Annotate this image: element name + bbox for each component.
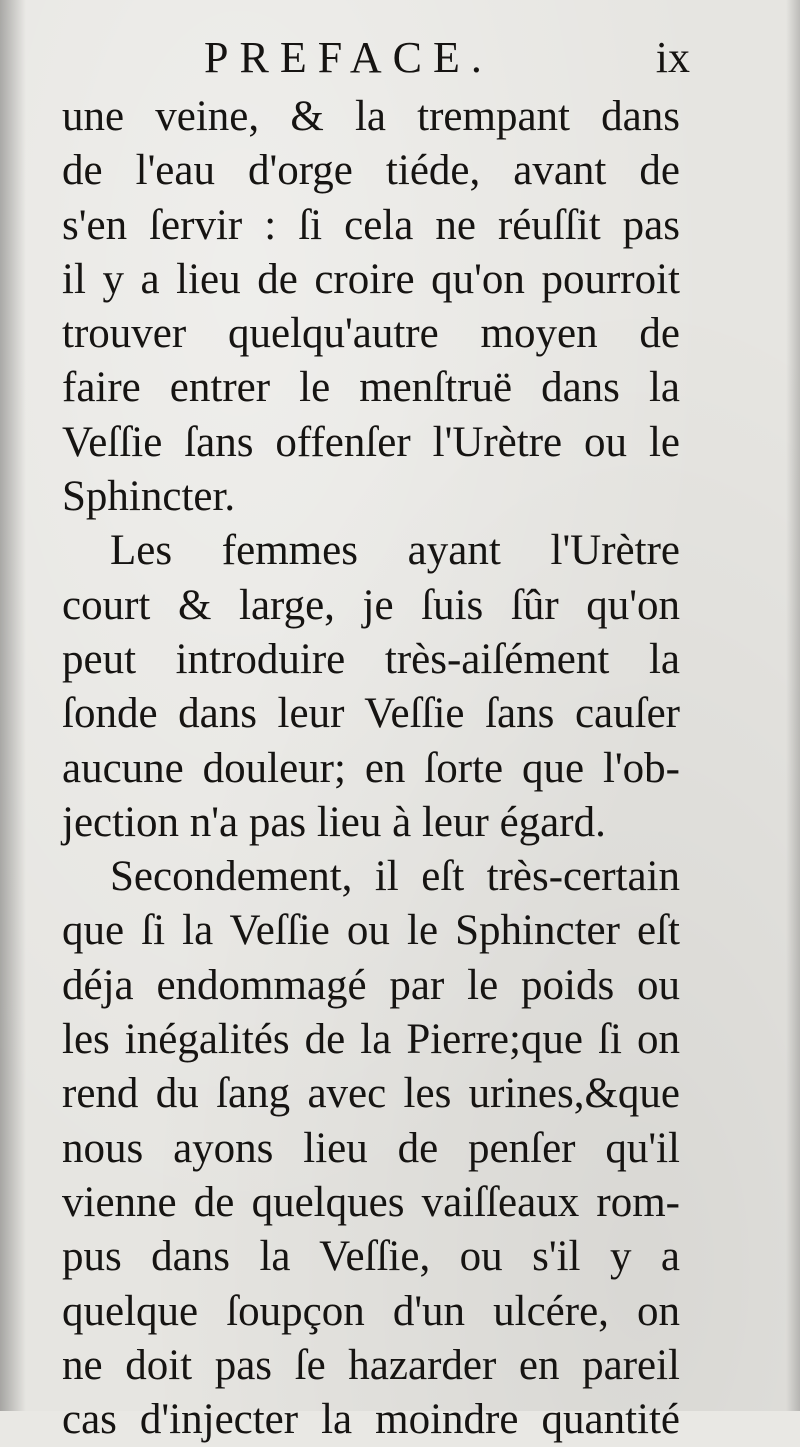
text-line: ne doit pas ſe hazarder en pareil — [62, 1341, 680, 1389]
text-line: pus dans la Veſſie, ou s'il y a — [62, 1233, 680, 1281]
text-line: s'en ſervir : ſi cela ne réuſſit pas — [62, 201, 680, 249]
gutter-shadow — [0, 0, 26, 1411]
text-line: faire entrer le menſtruë dans la — [62, 364, 680, 412]
text-line: trouver quelqu'autre moyen de — [62, 310, 680, 358]
text-line: court & large, je ſuis ſûr qu'on — [62, 581, 680, 629]
body-text — [62, 90, 680, 1447]
text-line: jection n'a pas lieu à leur égard. — [62, 798, 606, 846]
text-line: nous ayons lieu de penſer qu'il — [62, 1124, 680, 1172]
text-line: Veſſie ſans offenſer l'Urètre ou le — [62, 418, 680, 466]
text-line: cas d'injecter la moindre quantité — [62, 1396, 680, 1444]
text-line: déja endommagé par le poids ou — [62, 961, 680, 1009]
paragraph-first-line: Secondement, il eſt très-certain — [110, 853, 680, 901]
text-line: Sphincter. — [62, 473, 236, 521]
text-line: aucune douleur; en ſorte que l'ob- — [62, 744, 680, 792]
text-line: rend du ſang avec les urines,&que — [62, 1070, 680, 1118]
text-line: que ſi la Veſſie ou le Sphincter eſt — [62, 907, 680, 955]
page-header — [64, 32, 690, 84]
text-line: quelque ſoupçon d'un ulcére, on — [62, 1287, 680, 1335]
text-line: ſonde dans leur Veſſie ſans cauſer — [62, 690, 680, 738]
text-line: peut introduire très-aiſément la — [62, 635, 680, 683]
text-line: vienne de quelques vaiſſeaux rom- — [62, 1178, 680, 1226]
text-line: les inégalités de la Pierre;que ſi on — [62, 1016, 680, 1064]
page-edge-shadow — [786, 0, 800, 1411]
text-line: une veine, & la trempant dans — [62, 93, 680, 140]
page-number: ix — [655, 33, 690, 82]
text-line: de l'eau d'orge tiéde, avant de — [62, 147, 680, 195]
paragraph-first-line: Les femmes ayant l'Urètre — [110, 527, 680, 575]
running-title: PREFACE. — [204, 33, 493, 82]
text-line: il y a lieu de croire qu'on pourroit — [62, 255, 680, 303]
